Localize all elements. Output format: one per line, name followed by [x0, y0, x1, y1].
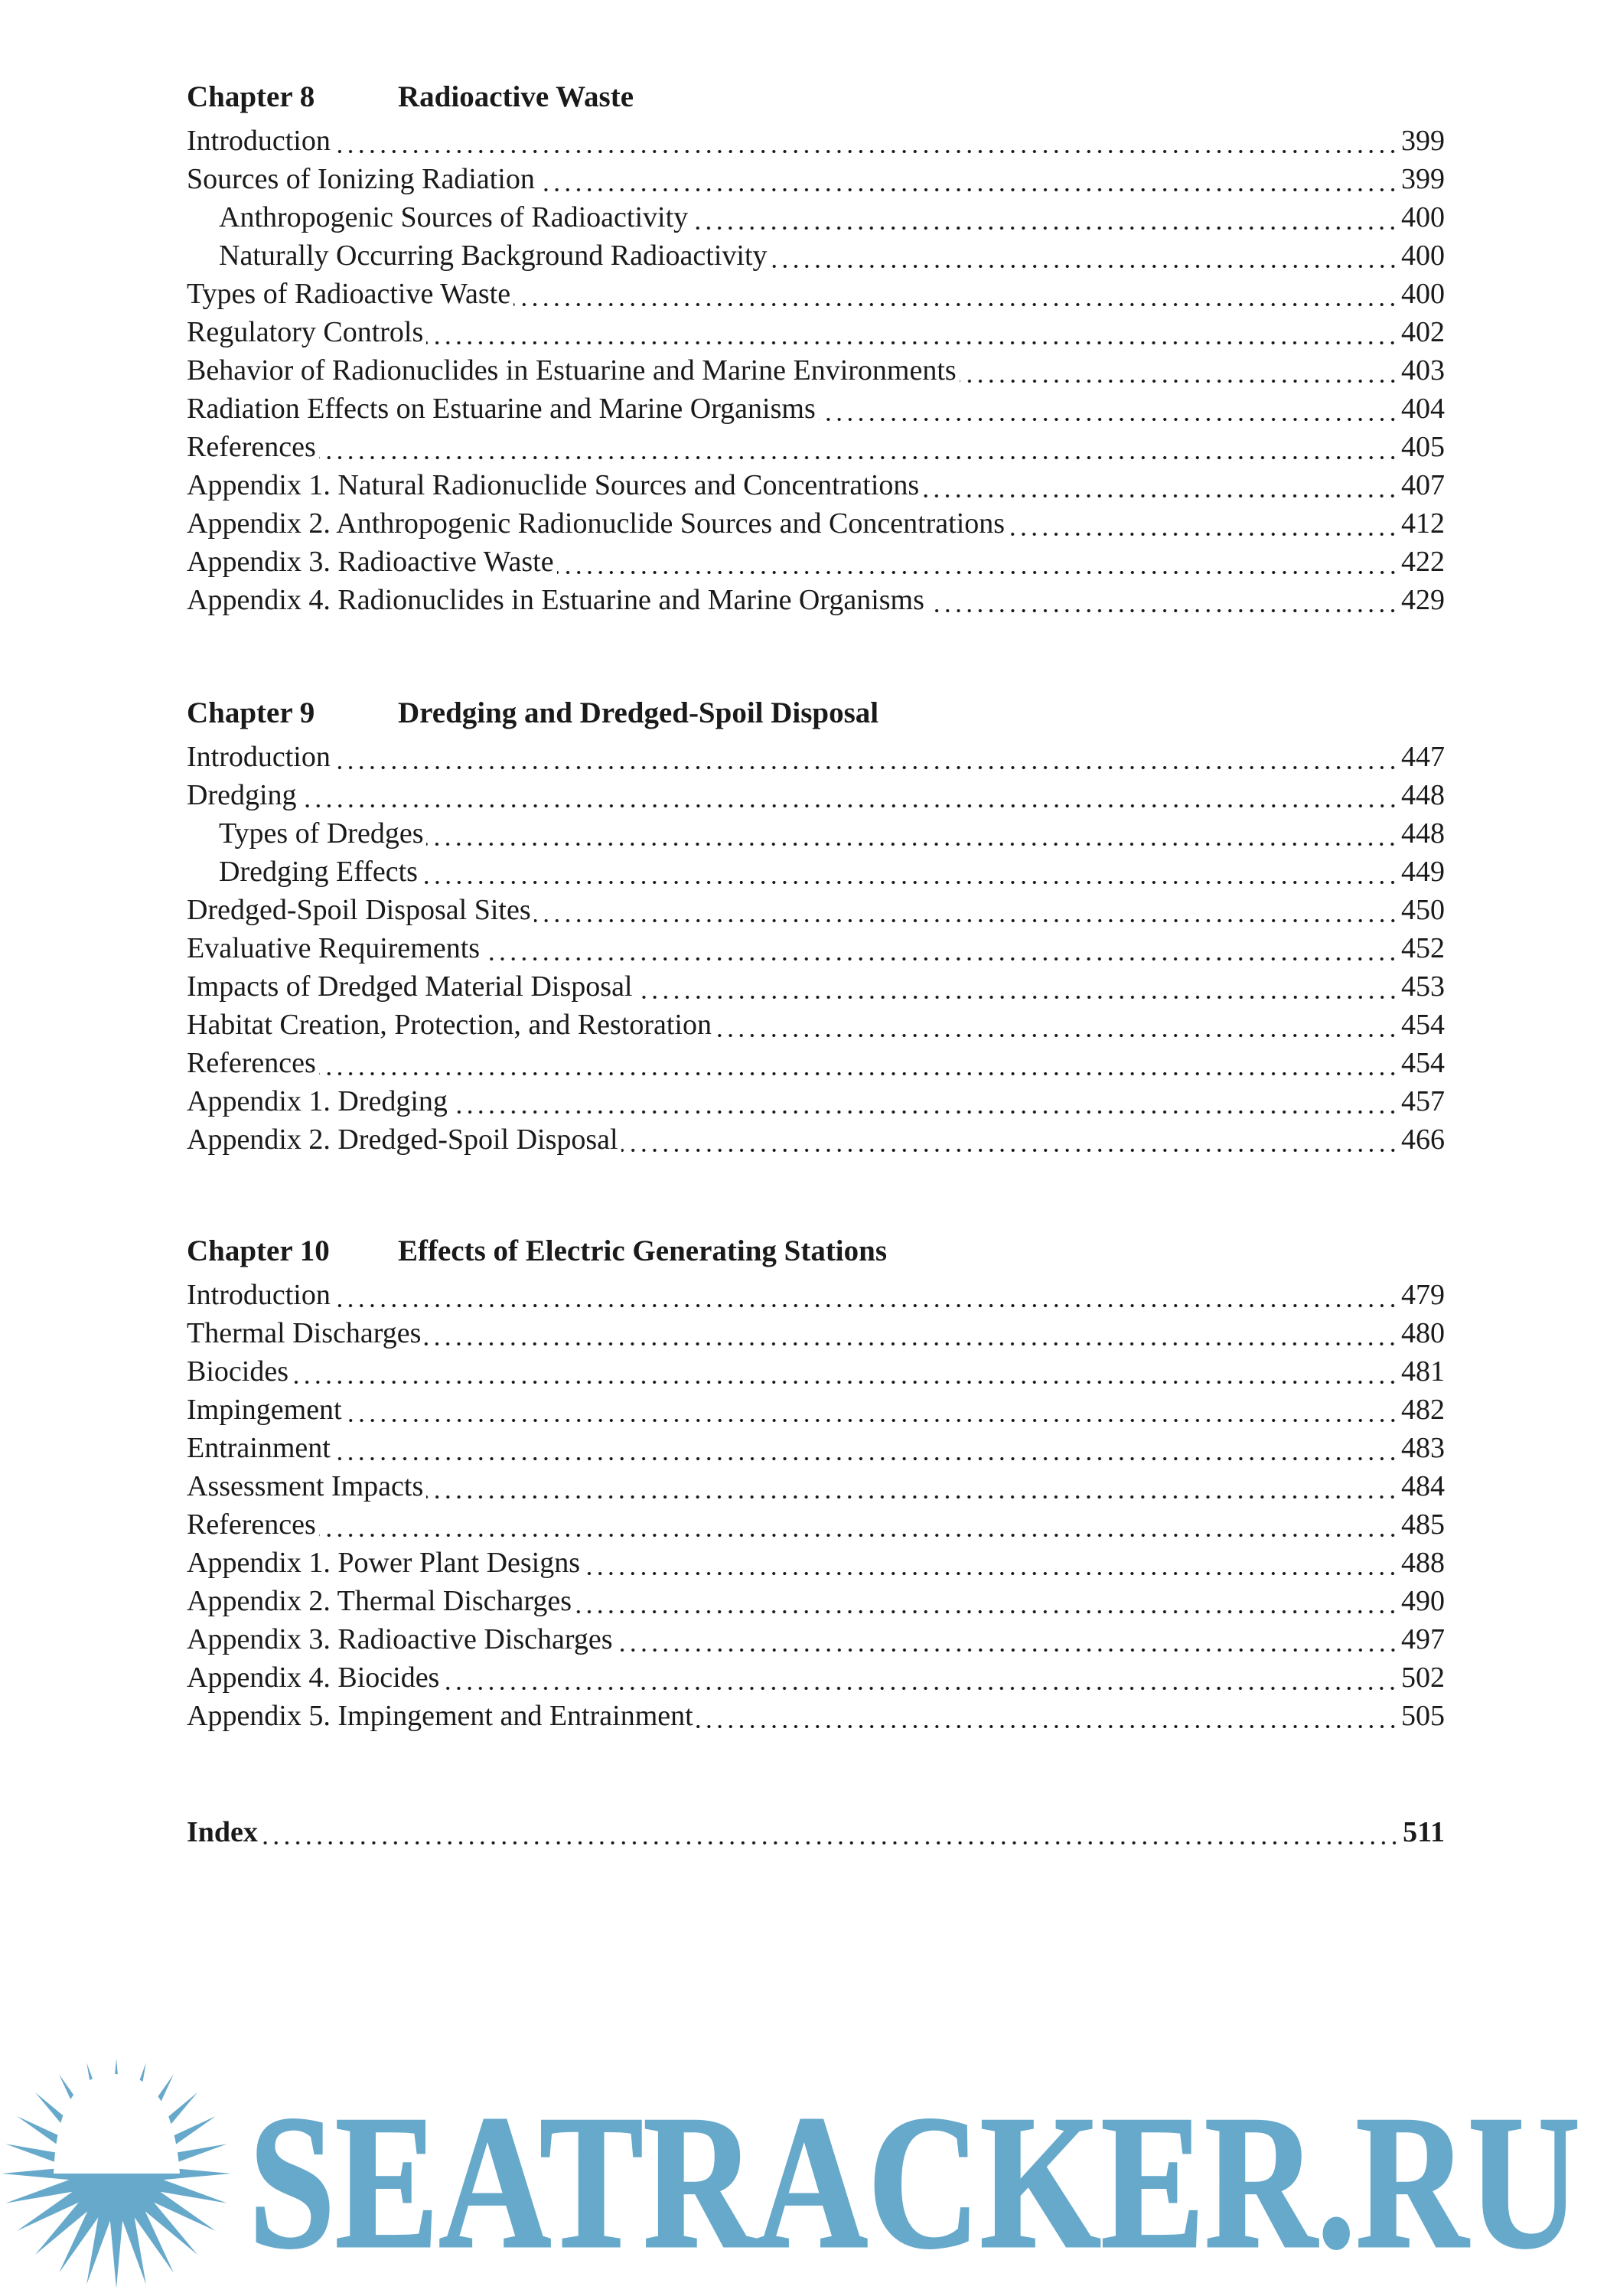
- entry-page: 484: [1401, 1470, 1445, 1502]
- dot-leader: [575, 1609, 1398, 1614]
- entry-label: Dredging: [187, 779, 297, 811]
- toc-entry[interactable]: [187, 1391, 1445, 1429]
- entry-page: 488: [1401, 1547, 1445, 1579]
- entry-label: Behavior of Radionuclides in Estuarine and Marine Environments: [187, 354, 957, 386]
- entry-label: Sources of Ionizing Radiation: [187, 163, 535, 195]
- entry-page: 466: [1401, 1124, 1445, 1156]
- toc-entry[interactable]: [187, 1314, 1445, 1352]
- entry-label: Habitat Creation, Protection, and Restoration: [187, 1009, 712, 1041]
- toc-entry[interactable]: [187, 929, 1445, 967]
- toc-entry[interactable]: [187, 466, 1445, 504]
- toc-entry[interactable]: [187, 1658, 1445, 1697]
- dot-leader: [319, 1533, 1398, 1538]
- dot-leader: [292, 1380, 1398, 1384]
- entry-page: 479: [1401, 1279, 1445, 1311]
- toc-entry[interactable]: [187, 504, 1445, 543]
- toc-entry[interactable]: [187, 1082, 1445, 1120]
- toc-entry[interactable]: [187, 1582, 1445, 1620]
- chapter-10-section: [187, 1232, 1445, 1735]
- chapter-title: Radioactive Waste: [398, 80, 634, 113]
- dot-leader: [696, 1724, 1398, 1729]
- entry-label: Dredged-Spoil Disposal Sites: [187, 894, 531, 926]
- entry-label: Evaluative Requirements: [187, 932, 481, 964]
- entry-label: Appendix 4. Radionuclides in Estuarine and Marine Organisms: [187, 584, 924, 616]
- entry-label: Impacts of Dredged Material Disposal: [187, 970, 633, 1003]
- toc-entry[interactable]: [187, 1544, 1445, 1582]
- entry-page: 453: [1401, 970, 1445, 1003]
- entry-page: 429: [1401, 584, 1445, 616]
- entry-page: 407: [1401, 469, 1445, 501]
- toc-entry[interactable]: [187, 581, 1445, 619]
- entry-page: 497: [1401, 1623, 1445, 1655]
- dot-leader: [819, 417, 1398, 422]
- entry-label: Appendix 1. Natural Radionuclide Sources and Concentrations: [187, 469, 920, 501]
- entry-page: 405: [1401, 431, 1445, 463]
- entry-label: Appendix 3. Radioactive Discharges: [187, 1623, 613, 1655]
- dot-leader: [451, 1110, 1398, 1114]
- toc-entry[interactable]: [187, 1505, 1445, 1544]
- dot-leader: [426, 1495, 1398, 1499]
- entry-label: Appendix 3. Radioactive Waste: [187, 546, 554, 578]
- entry-label: References: [187, 431, 316, 463]
- dot-leader: [636, 995, 1399, 1000]
- toc-entry[interactable]: [187, 275, 1445, 313]
- entry-label: Index: [187, 1816, 258, 1848]
- entry-page: 490: [1401, 1585, 1445, 1617]
- dot-leader: [319, 455, 1398, 460]
- entry-label: Appendix 2. Thermal Discharges: [187, 1585, 572, 1617]
- chapter-number: Chapter 8: [187, 80, 315, 113]
- toc-entry[interactable]: [187, 390, 1445, 428]
- toc-entry[interactable]: [187, 1044, 1445, 1082]
- entry-page: 454: [1401, 1047, 1445, 1079]
- dot-leader: [534, 918, 1398, 923]
- entry-label: Entrainment: [187, 1432, 331, 1464]
- toc-entry[interactable]: [187, 1006, 1445, 1044]
- dot-leader: [483, 957, 1398, 961]
- entry-label: Types of Radioactive Waste: [187, 278, 511, 310]
- dot-leader: [334, 149, 1398, 154]
- dot-leader: [319, 1071, 1398, 1076]
- entry-label: Biocides: [187, 1355, 288, 1388]
- entry-label: Impingement: [187, 1394, 342, 1426]
- dot-leader: [616, 1648, 1399, 1652]
- entry-page: 481: [1401, 1355, 1445, 1388]
- entry-page: 482: [1401, 1394, 1445, 1426]
- dot-leader: [300, 804, 1398, 808]
- entry-label: Anthropogenic Sources of Radioactivity: [219, 201, 689, 233]
- dot-leader: [1008, 532, 1398, 536]
- dot-leader: [922, 494, 1398, 498]
- entry-page: 447: [1401, 741, 1445, 773]
- entry-label: Appendix 5. Impingement and Entrainment: [187, 1700, 693, 1732]
- entry-page: 454: [1401, 1009, 1445, 1041]
- entry-page: 448: [1401, 817, 1445, 850]
- entry-page: 457: [1401, 1085, 1445, 1117]
- toc-entry[interactable]: [187, 428, 1445, 466]
- entry-page: 483: [1401, 1432, 1445, 1464]
- dot-leader: [334, 1303, 1398, 1308]
- entry-label: Introduction: [187, 125, 331, 157]
- dot-leader: [426, 842, 1398, 846]
- entry-page: 412: [1401, 507, 1445, 540]
- index-section: [187, 1813, 1445, 1851]
- entry-label: Appendix 1. Power Plant Designs: [187, 1547, 581, 1579]
- toc-entry[interactable]: [187, 1352, 1445, 1391]
- dot-leader: [421, 880, 1398, 885]
- entry-page: 448: [1401, 779, 1445, 811]
- chapter-title: Effects of Electric Generating Stations: [398, 1234, 888, 1267]
- entry-label: References: [187, 1508, 316, 1541]
- chapter-heading: [187, 1232, 1445, 1276]
- dot-leader: [538, 188, 1398, 192]
- chapter-number: Chapter 10: [187, 1234, 330, 1267]
- entry-label: Assessment Impacts: [187, 1470, 424, 1502]
- dot-leader: [442, 1686, 1398, 1691]
- entry-page: 502: [1401, 1662, 1445, 1694]
- entry-label: Thermal Discharges: [187, 1317, 422, 1349]
- toc-entry[interactable]: [187, 967, 1445, 1006]
- entry-page: 403: [1401, 354, 1445, 386]
- entry-label: Appendix 1. Dredging: [187, 1085, 448, 1117]
- dot-leader: [621, 1148, 1398, 1153]
- chapter-number: Chapter 9: [187, 696, 315, 729]
- svg-text:SEATRACKER.RU: SEATRACKER.RU: [249, 2076, 1580, 2288]
- chapter-8-section: [187, 78, 1445, 619]
- entry-page: 402: [1401, 316, 1445, 348]
- dot-leader: [927, 608, 1398, 613]
- toc-entry[interactable]: [187, 313, 1445, 351]
- dot-leader: [261, 1841, 1400, 1845]
- entry-label: Dredging Effects: [219, 856, 418, 888]
- entry-label: Naturally Occurring Background Radioactivity: [219, 240, 768, 272]
- toc-entry[interactable]: [187, 236, 1445, 275]
- chapter-9-section: [187, 694, 1445, 1159]
- dot-leader: [334, 1456, 1398, 1461]
- entry-page: 422: [1401, 546, 1445, 578]
- chapter-title: Dredging and Dredged-Spoil Disposal: [398, 696, 879, 729]
- entry-page: 399: [1401, 163, 1445, 195]
- toc-entry[interactable]: [187, 853, 1445, 891]
- toc-entry[interactable]: [187, 1120, 1445, 1159]
- entry-page: 404: [1401, 393, 1445, 425]
- dot-leader: [513, 302, 1398, 307]
- watermark-text: [249, 2076, 1580, 2288]
- entry-label: Radiation Effects on Estuarine and Marine Organisms: [187, 393, 816, 425]
- entry-label: Appendix 4. Biocides: [187, 1662, 440, 1694]
- toc-entry[interactable]: [187, 122, 1445, 160]
- toc-entry[interactable]: [187, 1467, 1445, 1505]
- toc-entry[interactable]: [187, 198, 1445, 236]
- entry-page: 452: [1401, 932, 1445, 964]
- entry-page: 400: [1401, 278, 1445, 310]
- toc-entry[interactable]: [187, 891, 1445, 929]
- entry-page: 485: [1401, 1508, 1445, 1541]
- entry-label: References: [187, 1047, 316, 1079]
- chapter-heading: [187, 694, 1445, 738]
- entry-label: Regulatory Controls: [187, 316, 424, 348]
- toc-entry[interactable]: [187, 738, 1445, 776]
- dot-leader: [334, 765, 1398, 770]
- entry-label: Types of Dredges: [219, 817, 424, 850]
- dot-leader: [345, 1418, 1398, 1423]
- toc-entry-index[interactable]: [187, 1813, 1445, 1851]
- entry-page: 450: [1401, 894, 1445, 926]
- entry-page: 449: [1401, 856, 1445, 888]
- toc-entry[interactable]: [187, 160, 1445, 198]
- seatracker-watermark-logo: [0, 2059, 1607, 2288]
- entry-page: 480: [1401, 1317, 1445, 1349]
- entry-label: Appendix 2. Dredged-Spoil Disposal: [187, 1124, 618, 1156]
- toc-entry[interactable]: [187, 543, 1445, 581]
- entry-page: 511: [1403, 1816, 1445, 1848]
- chapter-heading: [187, 78, 1445, 122]
- entry-page: 400: [1401, 240, 1445, 272]
- entry-label: Introduction: [187, 741, 331, 773]
- dot-leader: [715, 1033, 1398, 1038]
- sun-icon: [2, 2059, 231, 2288]
- dot-leader: [583, 1571, 1398, 1576]
- toc-entry[interactable]: [187, 1620, 1445, 1658]
- dot-leader: [426, 341, 1398, 345]
- entry-label: Introduction: [187, 1279, 331, 1311]
- entry-label: Appendix 2. Anthropogenic Radionuclide Sources and Concentrations: [187, 507, 1006, 540]
- entry-page: 505: [1401, 1700, 1445, 1732]
- toc-entry[interactable]: [187, 351, 1445, 390]
- dot-leader: [424, 1342, 1398, 1346]
- entry-page: 399: [1401, 125, 1445, 157]
- toc-entry[interactable]: [187, 1429, 1445, 1467]
- dot-leader: [691, 226, 1398, 230]
- toc-entry[interactable]: [187, 1276, 1445, 1314]
- entry-page: 400: [1401, 201, 1445, 233]
- toc-entry[interactable]: [187, 814, 1445, 853]
- dot-leader: [771, 264, 1398, 269]
- toc-entry[interactable]: [187, 1697, 1445, 1735]
- dot-leader: [557, 570, 1398, 575]
- toc-entry[interactable]: [187, 776, 1445, 814]
- dot-leader: [960, 379, 1398, 383]
